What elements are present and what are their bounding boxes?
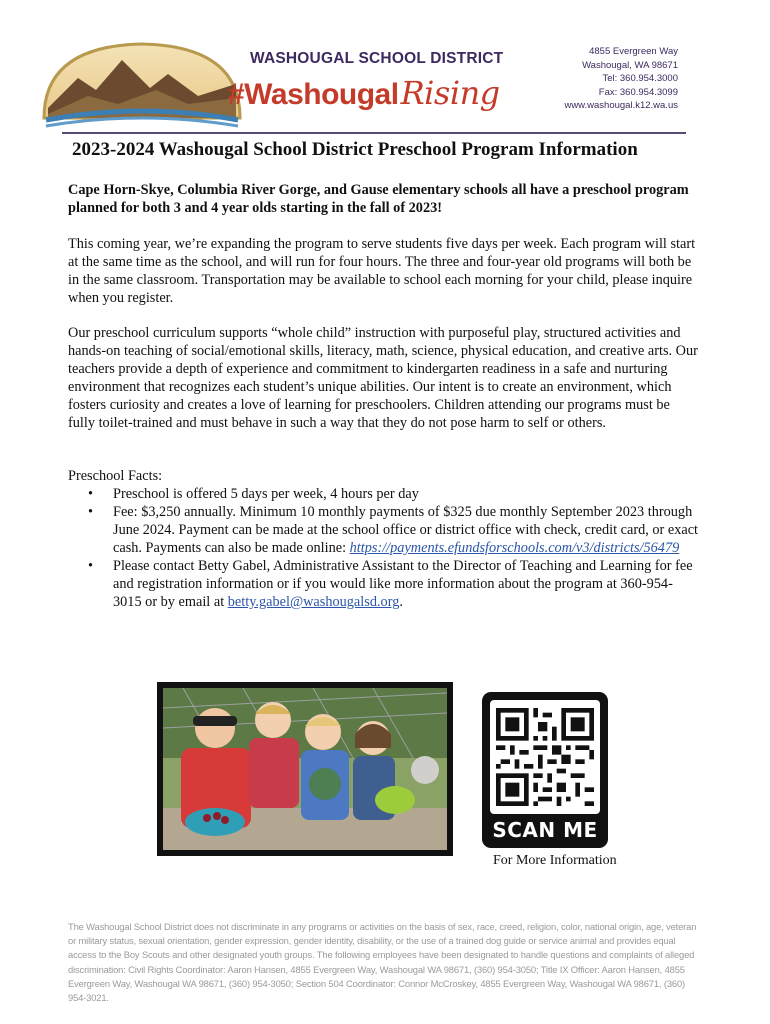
email-link[interactable]: betty.gabel@washougalsd.org xyxy=(227,594,400,610)
qr-code-icon xyxy=(496,706,594,808)
contact-tel: Tel: 360.954.3000 xyxy=(602,73,678,84)
facts-heading: Preschool Facts: xyxy=(68,468,163,484)
fact-contact-end: . xyxy=(399,594,403,610)
nondiscrimination-disclaimer: The Washougal School District does not discriminate in any programs or activities on the basis of sex, race, creed, religion, color, national origin, age, veteran or military status, sexual orientation, gender expression, gender identity, disability, or the use of a trained dog guide or service animal and provides equal access to the Boy Scouts and other designated youth groups. The following employees have been designated to handle questions and complaints of alleged discrimination: Civil Rights Coordinator: Aaron Hansen, 4855 Evergreen Way, Washougal WA 98671, (360) 954-3050; Title IX Officer: Aaron Hansen, 4855 Evergreen Way, Washougal WA 98671, (360) 954-3050; Section 504 Coordinator: Connor McCroskey, 4855 Evergreen Way, Washougal WA 98671, (360) 954-3021. xyxy=(68,921,697,1004)
hashtag-script: Rising xyxy=(400,74,500,112)
contact-block xyxy=(564,45,678,113)
hashtag-bold: #Washougal xyxy=(228,78,399,111)
contact-street: 4855 Evergreen Way xyxy=(589,46,678,57)
facts-list xyxy=(68,485,700,611)
district-name: WASHOUGAL SCHOOL DISTRICT xyxy=(250,50,504,67)
payment-link[interactable]: https://payments.efundsforschools.com/v3/districts/56479 xyxy=(349,540,680,556)
list-item xyxy=(68,485,700,503)
page-title: 2023-2024 Washougal School District Preschool Program Information xyxy=(72,139,638,160)
contact-fax: Fax: 360.954.3099 xyxy=(598,86,678,98)
paragraph-schedule: This coming year, we’re expanding the program to serve students five days per week. Each program will start at the same time as the school, and will run for four hours. The three and four-year old programs will both be in the same classroom. Transportation may be available to school each morning for your child, please inquire when you register. xyxy=(68,236,696,306)
contact-city: Washougal, WA 98671 xyxy=(582,59,678,71)
fact-schedule: Preschool is offered 5 days per week, 4 hours per day xyxy=(113,486,419,502)
qr-caption: For More Information xyxy=(493,853,617,868)
intro-paragraph: Cape Horn-Skye, Columbia River Gorge, and Gause elementary schools all have a preschool program planned for both 3 and 4 year olds starting in the fall of 2023! xyxy=(68,182,689,216)
paragraph-curriculum: Our preschool curriculum supports “whole child” instruction with purposeful play, structured activities and hands-on teaching of social/emotional skills, literacy, math, science, physical education, and creative arts. Our teachers provide a depth of experience and commitment to kindergarten readiness in a safe and nurturing environment that recognizes each student’s unique abilities. Our intent is to create an environment, which fosters curiosity and creates a love of learning for preschoolers. Children attending our programs must be fully toilet-trained and must behave in such a way that they do not pose harm to self or others. xyxy=(68,325,698,431)
contact-web: www.washougal.k12.wa.us xyxy=(564,100,678,111)
list-item xyxy=(68,503,700,557)
fact-fee: Fee: $3,250 annually. Minimum 10 monthly payments of $325 due monthly September 2023 through June 2024. Payment can be made at the school office or district office with check, credit card, or exact cash. Payments can also be made online: xyxy=(113,504,699,556)
hashtag-slogan xyxy=(228,74,500,112)
header-divider xyxy=(62,132,686,134)
list-item xyxy=(68,557,700,611)
fact-contact: Please contact Betty Gabel, Administrative Assistant to the Director of Teaching and Learning for fee and registration information or if you would like more information about the program at 360-954-3015 or by email at xyxy=(113,558,693,610)
scan-me-label: SCAN ME xyxy=(492,818,598,842)
district-logo-icon xyxy=(38,38,246,130)
preschoolers-photo xyxy=(163,688,447,850)
